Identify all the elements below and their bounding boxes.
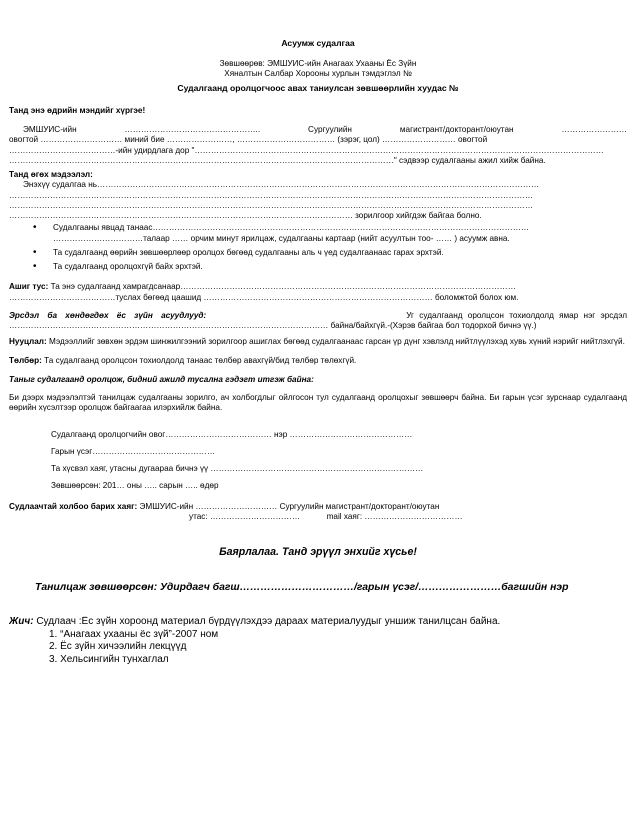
participant-name-field: Судалгаанд оролцогчийн овог………………………………… нэр ……………………………………… — [51, 429, 413, 439]
material-item-1: 1. “Анагаах ухааны ёс зүй”-2007 ном — [49, 628, 219, 640]
note-label: Жич: — [9, 616, 34, 628]
note-section — [9, 616, 627, 666]
risk-line-2: ……………………………………………………………………………………………………… байна/байхгүй.-(Хэрэв байгаа бол тодорхой бичнэ үү.) — [9, 321, 537, 331]
info-line-2: ………………………………………………………………………………………………………………………………………………………………………… — [9, 190, 533, 200]
greeting: Танд энэ өдрийн мэндийг хүргэе! — [9, 105, 146, 115]
benefit-section — [9, 282, 627, 303]
invitation: Таныг судалгаанд оролцож, бидний ажилд тусална гэдэгт итгэж байна: — [9, 374, 314, 384]
committee-line: Хяналтын Салбар Хорооны хурлын тэмдэглэл № — [224, 68, 412, 78]
info-line-3: ………………………………………………………………………………………………………………………………………………………………………… — [9, 200, 533, 210]
participant-fields — [9, 430, 627, 492]
researcher-line-1: ЭМШУИС-ийн ………………………… Сургуулийн магистрант/докторант/оюутан — [139, 501, 440, 511]
intro-name-blank: …………………… — [561, 125, 627, 135]
materials-list — [9, 629, 627, 667]
info-heading: Танд өгөх мэдээлэл: — [9, 170, 93, 180]
participant-phone-field: Та хүсвэл хаяг, утасны дугаараа бичнэ үү …………………………………………………………………… — [51, 464, 424, 474]
consent-statement: Би дээрх мэдээлэлтэй танилцаж судалгааны зорилго, ач холбогдлыг ойлгосон тул судалгаанд оролцохыг зөвшөөрч байна. Би гарын үсэг зурснаар судалгаанд өөрийн хүсэлтээр оролцож байгаагаа илэрхийлж байна. — [9, 393, 627, 413]
supervisor-acknowledgement: Танилцаж зөвшөөрсөн: Удирдагч багш……………………………/гарын үсэг/……………………багшийн нэр — [35, 582, 569, 594]
confidentiality-section — [9, 337, 627, 347]
form-title: Судалгаанд оролцогчоос авах таниулсан зөвшөөрлийн хуудас № — [177, 83, 459, 94]
researcher-label: Судлаачтай холбоо барих хаяг: — [9, 501, 138, 511]
benefit-line-1: Та энэ судалгаанд хамрагдсанаар…………………………………………………………………………………………………………… — [50, 282, 516, 292]
participant-date-field: Зөвшөөрсөн: 201… оны ….. сарын ….. өдөр — [51, 481, 219, 491]
participant-signature-field: Гарын үсэг……………………………………… — [51, 446, 216, 456]
intro-line-2: овогтой ………………………… миний бие ……………………, ……………………………… (зэрэг, цол) ……………………… овогтой — [9, 135, 488, 145]
consent-form — [9, 38, 627, 666]
intro-university: ЭМШУИС-ийн — [23, 125, 77, 135]
benefit-label: Ашиг тус: — [9, 282, 49, 292]
intro-paragraph — [9, 125, 627, 166]
researcher-contact — [9, 502, 627, 523]
benefit-line-2: …………………………………туслах бөгөөд цаашид ………………………………………………………………………… боломжтой болох юм. — [9, 292, 519, 302]
researcher-phone: утас: …………………………… — [189, 511, 301, 521]
bullet-voluntary: • Та судалгаанд өөрийн зөвшөөрлөөр оролцох бөгөөд судалгааны аль ч үед судалгаанаас гарах эрхтэй. — [9, 248, 627, 258]
bullet-procedure: • Судалгааны явцад танаас………………………………………………………………………………………………………………………… ……………………………талаар …… орчим минут ярилцаж, судалгааны картаар (нийт асуултын тоо- …… ) асуумж авна. — [9, 223, 627, 244]
payment-label: Төлбөр: — [9, 355, 42, 365]
intro-line-4: ……………………………………………………………………………………………………………………………" сэдвээр судалгааны ажил хийж байна. — [9, 155, 546, 165]
confidentiality-label: Нууцлал: — [9, 337, 47, 347]
approval-line: Зөвшөөрөв: ЭМШУИС-ийн Анагаах Ухааны Ёс Зүйн — [219, 58, 417, 68]
info-bullets — [9, 223, 627, 272]
note-text: Судлаач :Ёс зүйн хороонд материал бүрдүүлэхдээ дараах материалуудыг уншиж танилцсан байна. — [36, 616, 501, 628]
payment-text: Та судалгаанд оролцсон тохиолдолд танаас төлбөр авахгүй/бид төлбөр төлөхгүй. — [44, 355, 357, 365]
researcher-mail: mail хаяг: ……………………………… — [326, 511, 463, 521]
payment-section — [9, 356, 627, 366]
bullet-right-to-refuse: • Та судалгаанд оролцохгүй байх эрхтэй. — [9, 262, 627, 272]
document-title: Асуумж судалгаа — [281, 38, 355, 48]
intro-school-blank: ………………………………………….. — [124, 125, 261, 135]
material-item-3: 3. Хельсингийн тунхаглал — [49, 653, 169, 665]
risk-line-1: Уг судалгаанд оролцсон тохиолдолд ямар нэг эрсдэл — [406, 310, 627, 320]
intro-degree: магистрант/докторант/оюутан — [399, 125, 514, 135]
risk-label: Эрсдэл ба хөндөгдөх ёс зүйн асуудлууд: — [9, 310, 207, 320]
risk-section — [9, 311, 627, 332]
thanks-message: Баярлалаа. Танд эрүүл энхийг хүсье! — [219, 546, 417, 559]
material-item-2: 2. Ёс зүйн хичээлийн лекцүүд — [49, 641, 187, 653]
info-line-1: Энэхүү судалгаа нь……………………………………………………………………………………………………………………………………………… — [23, 180, 540, 190]
intro-school-label: Сургуулийн — [308, 125, 352, 135]
info-line-4: ……………………………………………………………………………………………………………… зорилгоор хийгдэж байгаа болно. — [9, 211, 482, 221]
confidentiality-text: Мэдээллийг зөвхөн эрдэм шинжилгээний зорилгоор ашиглах бөгөөд судалгаанаас гарсан үр дүнг хэвлэлд нийтлүүлэхэд хувь хүний нэрийг нийтлэхгүй. — [49, 337, 625, 347]
intro-line-3: …………………………………-ийн удирдлага дор "…………………………………………………………………………………………………………………………………… — [9, 145, 604, 155]
